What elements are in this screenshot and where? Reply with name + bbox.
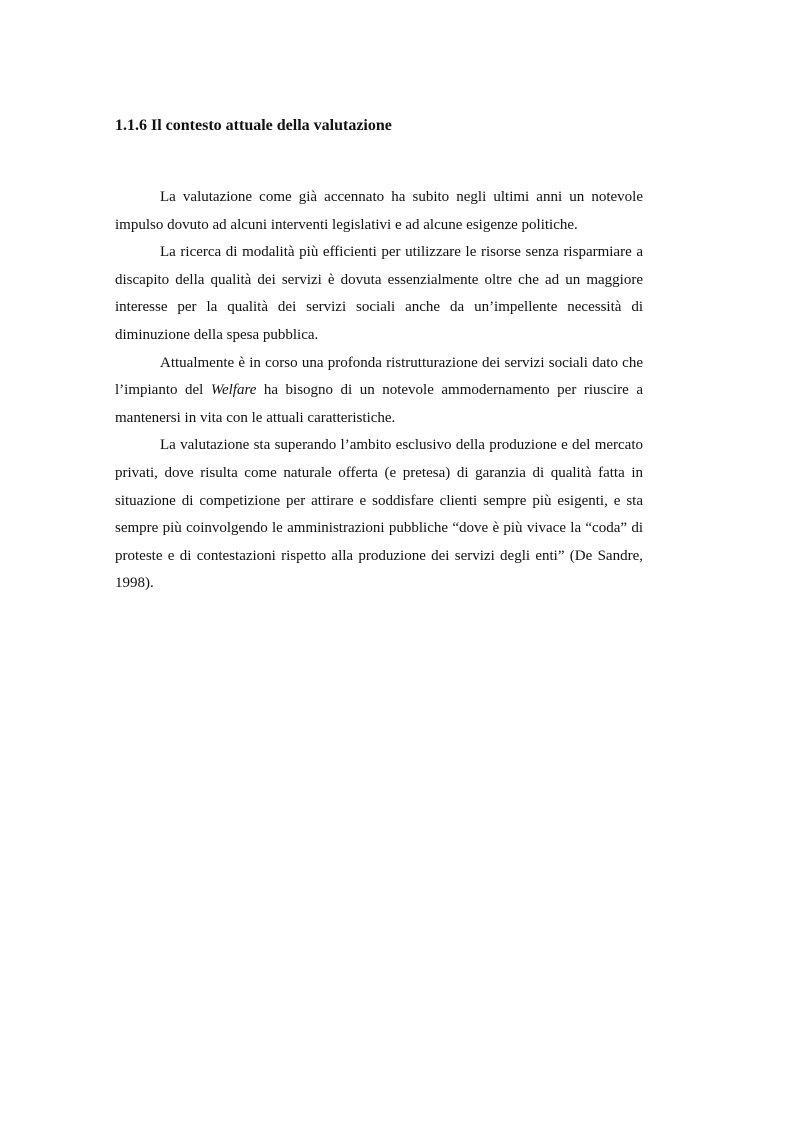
paragraph-1: La valutazione come già accennato ha subito negli ultimi anni un notevole impulso dovuto ad alcuni interventi legislativi e ad alcune esigenze politiche. <box>115 189 643 233</box>
paragraph-4: La valutazione sta superando l’ambito esclusivo della produzione e del mercato privati, dove risulta come naturale offerta (e pretesa) di garanzia di qualità fatta in situazione di competizione per attirare e soddisfare clienti sempre più esigenti, e sta sempre più coinvolgendo le amministrazioni pubbliche “dove è più vivace la “coda” di proteste e di contestazioni rispetto alla produzione dei servizi degli enti” (De Sandre, 1998). <box>115 437 643 592</box>
section-heading: 1.1.6 Il contesto attuale della valutazione <box>115 117 392 134</box>
welfare-emphasis: Welfare <box>210 382 257 399</box>
paragraph-2: La ricerca di modalità più efficienti per utilizzare le risorse senza risparmiare a discapito della qualità dei servizi è dovuta essenzialmente oltre che ad un maggiore interesse per la qualità dei servizi sociali anche da un’impellente necessità di diminuzione della spesa pubblica. <box>115 244 643 343</box>
body-text <box>115 184 643 598</box>
paragraph-3-text-after: ha bisogno di un notevole ammodernamento per riuscire a mantenersi in vita con le attuali caratteristiche. <box>115 382 643 426</box>
paragraph-3 <box>115 350 643 433</box>
paragraph-3-text-before: Attualmente è in corso una profonda ristrutturazione dei servizi sociali dato che l’impianto del <box>115 354 643 399</box>
